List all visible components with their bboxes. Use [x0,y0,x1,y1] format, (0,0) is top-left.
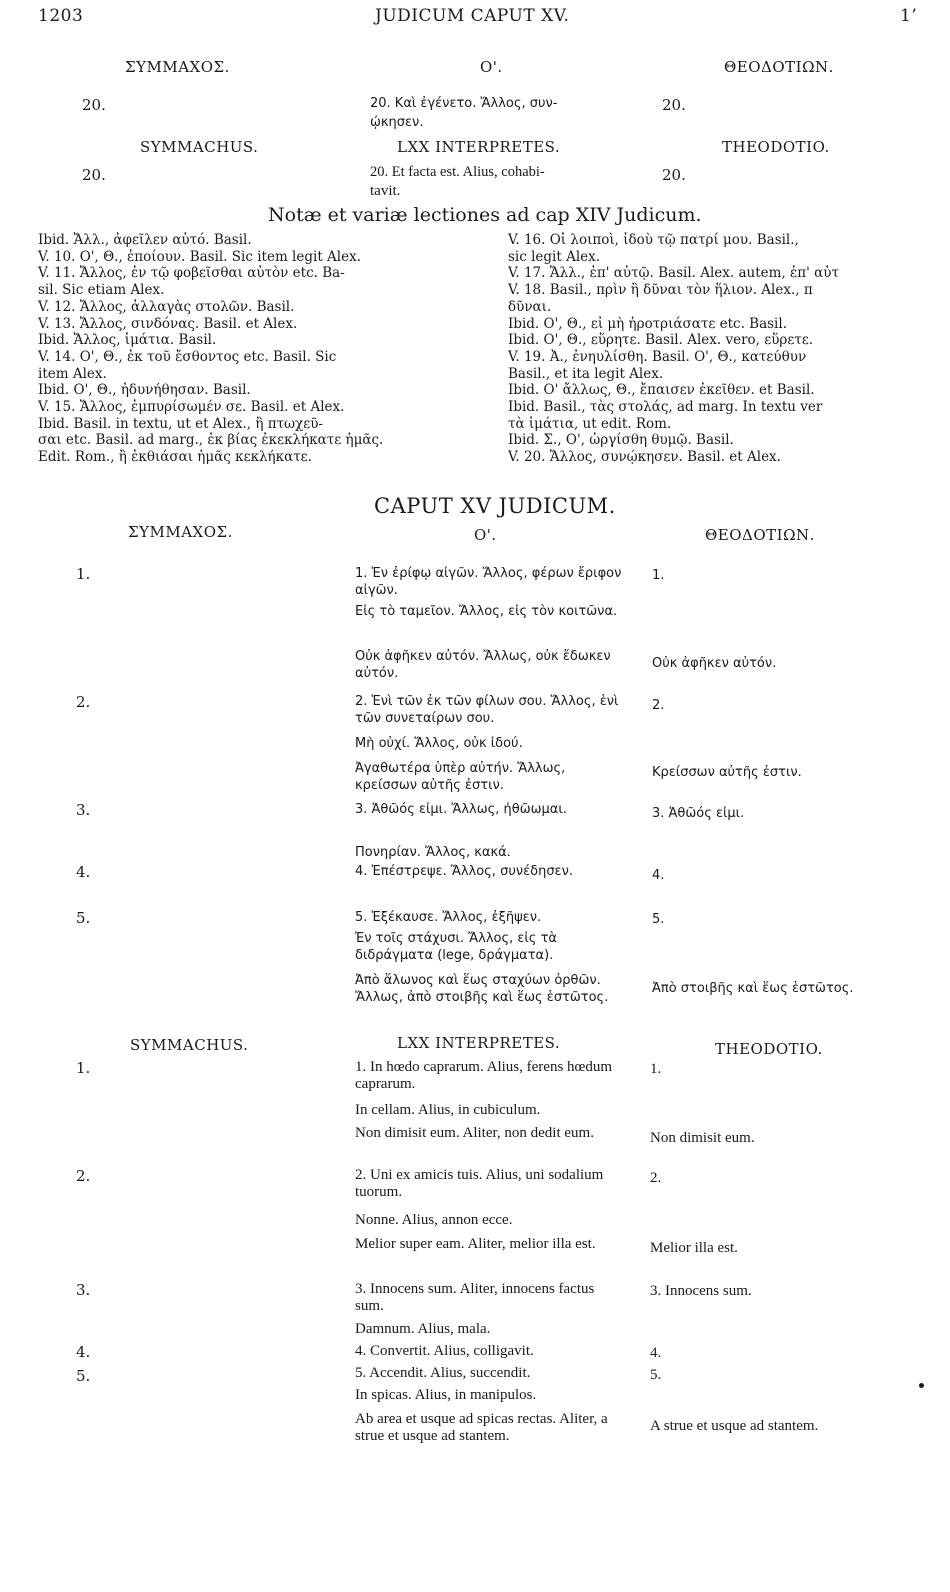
verse-number: 3. [76,1281,91,1299]
theodotio-latin-entry: 5. [650,1367,662,1383]
note-line: Ibid. Ἄλλ., ἀφεῖλεν αὐτό. Basil. [38,232,252,248]
lxx-greek-entry: Ἀπὸ ἅλωνος καὶ ἕως σταχύων ὀρθῶν. Ἄλλως, ἀπὸ στοιβῆς καὶ ἕως ἑστῶτος. [355,973,609,1005]
theodotion-greek-entry: 1. [652,568,665,583]
lxx-greek-line: 20. Καὶ ἐγένετο. Ἄλλος, συν- [370,96,558,111]
note-line: V. 15. Ἄλλος, ἐμπυρίσωμέν σε. Basil. et Alex. [38,399,345,416]
lxx-greek-entry: 5. Ἐξέκαυσε. Ἄλλος, ἐξῆψεν. [355,910,542,925]
verse-number: 2. [76,1167,91,1185]
note-line: V. 20. Ἄλλος, συνῴκησεν. Basil. et Alex. [508,449,781,466]
theodotio-latin-entry: Melior illa est. [650,1240,738,1256]
theodotio-latin-entry: 4. [650,1345,662,1361]
lxx-greek-entry: Οὐκ ἀφῆκεν αὐτόν. Ἄλλως, οὐκ ἔδωκεν αὐτόν. [355,649,611,681]
greek-header-symmachus: ΣΥΜΜΑΧΟΣ. [128,523,233,541]
verse-number: 20. [662,96,686,114]
theodotion-greek-entry: 2. [652,698,665,713]
lxx-latin-entry: 3. Innocens sum. Aliter, innocens factus sum. [355,1281,595,1314]
corner-mark: 1’ [900,6,918,26]
verse-number: 4. [76,1343,91,1361]
theodotion-greek-entry: 5. [652,912,665,927]
theodotion-greek-entry: 4. [652,868,665,883]
latin-header-theodotio: THEODOTIO. [722,138,830,156]
lxx-latin-entry: In spicas. Alius, in manipulos. [355,1387,537,1403]
latin-header-theodotio: THEODOTIO. [715,1040,823,1058]
lxx-greek-entry: Ἀγαθωτέρα ὑπὲρ αὐτήν. Ἄλλως, κρείσσων αὐτῆς ἐστιν. [355,761,566,793]
lxx-latin-entry: Nonne. Alius, annon ecce. [355,1212,513,1228]
notes-title: Notæ et variæ lectiones ad cap XIV Judicum. [268,204,702,226]
note-line: Ibid. Ο', Θ., εἰ μὴ ἠροτριάσατε etc. Basil. [508,315,787,332]
note-line: τὰ ἱμάτια, ut edit. Rom. [508,415,672,432]
theodotion-greek-entry: Οὐκ ἀφῆκεν αὐτόν. [652,656,777,671]
lxx-latin-entry: Ab area et usque ad spicas rectas. Aliter, a strue et usque ad stantem. [355,1411,608,1444]
lxx-latin-entry: 1. In hœdo caprarum. Alius, ferens hœdum caprarum. [355,1059,613,1092]
verse-number: 1. [76,565,91,583]
lxx-latin-line: tavit. [370,183,401,199]
lxx-latin-entry: Non dimisit eum. Aliter, non dedit eum. [355,1125,594,1141]
verse-number: 5. [76,1367,91,1385]
notes-left-column [38,232,488,466]
note-line: δῦναι. [508,298,552,315]
lxx-latin-entry: 4. Convertit. Alius, colligavit. [355,1343,534,1359]
page-number: 1203 [38,6,84,26]
verse-number: 5. [76,909,91,927]
lxx-latin-entry: 5. Accendit. Alius, succendit. [355,1365,531,1381]
latin-header-symmachus: SYMMACHUS. [140,138,259,156]
note-line: V. 14. Ο', Θ., ἐκ τοῦ ἔσθοντος etc. Basil. Sic [38,348,337,365]
notes-right-column [508,232,942,466]
latin-header-lxx: LXX INTERPRETES. [397,1034,561,1052]
margin-mark [919,1383,924,1388]
lxx-greek-entry: 2. Ἑνὶ τῶν ἐκ τῶν φίλων σου. Ἄλλος, ἑνὶ τῶν συνεταίρων σου. [355,694,619,726]
note-line: Ibid. Basil. in textu, ut et Alex., ἢ πτωχεῦ- [38,415,323,432]
lxx-latin-line: 20. Et facta est. Alius, cohabi- [370,164,545,180]
lxx-greek-entry: Πονηρίαν. Ἄλλος, κακά. [355,845,511,860]
greek-header-lxx: Ο'. [474,526,497,544]
note-line: V. 16. Οἱ λοιποὶ, ἰδοὺ τῷ πατρί μου. Basil., [508,232,799,248]
theodotio-latin-entry: 2. [650,1170,662,1186]
lxx-latin-entry: In cellam. Alius, in cubiculum. [355,1102,541,1118]
lxx-greek-entry: 1. Ἐν ἐρίφῳ αἰγῶν. Ἄλλος, φέρων ἔριφον αἰγῶν. [355,566,622,598]
note-line: sil. Sic etiam Alex. [38,282,165,299]
note-line: V. 12. Ἄλλος, ἀλλαγὰς στολῶν. Basil. [38,298,295,315]
theodotio-latin-entry: 3. Innocens sum. [650,1283,752,1299]
theodotio-latin-entry: A strue et usque ad stantem. [650,1418,819,1434]
note-line: item Alex. [38,365,107,382]
lxx-greek-entry: Εἰς τὸ ταμεῖον. Ἄλλος, εἰς τὸν κοιτῶνα. [355,604,618,619]
theodotion-greek-entry: Ἀπὸ στοιβῆς καὶ ἕως ἑστῶτος. [652,981,854,996]
theodotion-greek-entry: Κρείσσων αὐτῆς ἐστιν. [652,765,802,780]
note-line: Ibid. Σ., Ο', ὠργίσθη θυμῷ. Basil. [508,432,734,449]
verse-number: 20. [82,96,106,114]
note-line: Ibid. Basil., τὰς στολάς, ad marg. In textu ver [508,399,823,416]
theodotio-latin-entry: 1. [650,1061,662,1077]
note-line: Edit. Rom., ἢ ἐκθιάσαι ἡμᾶς κεκλήκατε. [38,449,312,466]
note-line: V. 18. Basil., πρὶν ἢ δῦναι τὸν ἥλιον. Alex., π [508,282,813,299]
note-line: Ibid. Ο', Θ., εὕρητε. Basil. Alex. vero, εὕρετε. [508,332,814,349]
note-line: V. 11. Ἄλλος, ἐν τῷ φοβεῖσθαι αὐτὸν etc. Ba- [38,265,345,282]
latin-header-lxx: LXX INTERPRETES. [397,138,561,156]
lxx-greek-line: ῴκησεν. [370,115,424,130]
note-line: Ibid. Ο', Θ., ἠδυνήθησαν. Basil. [38,382,251,399]
lxx-greek-entry: Ἐν τοῖς στάχυσι. Ἄλλος, εἰς τὰ διδράγματα (lege, δράγματα). [355,931,557,963]
verse-number: 20. [82,166,106,184]
theodotio-latin-entry: Non dimisit eum. [650,1130,755,1146]
greek-header-theodotion: ΘΕΟΔΟΤΙΩΝ. [724,58,834,76]
lxx-greek-entry: Μὴ οὐχί. Ἄλλος, οὐκ ἰδού. [355,736,523,751]
lxx-latin-entry: Damnum. Alius, mala. [355,1321,491,1337]
lxx-greek-entry: 4. Ἐπέστρεψε. Ἄλλος, συνέδησεν. [355,864,573,879]
greek-header-theodotion: ΘΕΟΔΟΤΙΩΝ. [705,526,815,544]
note-line: V. 13. Ἄλλος, σινδόνας. Basil. et Alex. [38,315,298,332]
note-line: V. 10. Ο', Θ., ἐποίουν. Basil. Sic item legit Alex. [38,248,361,265]
greek-header-lxx: Ο'. [480,58,503,76]
note-line: σαι etc. Basil. ad marg., ἐκ βίας ἐκεκλήκατε ἡμᾶς. [38,432,384,449]
verse-number: 3. [76,801,91,819]
note-line: Ibid. Ο' ἄλλως, Θ., ἔπαισεν ἐκεῖθεν. et Basil. [508,382,815,399]
lxx-latin-entry: 2. Uni ex amicis tuis. Alius, uni sodalium tuorum. [355,1167,604,1200]
note-line: Basil., et ita legit Alex. [508,365,664,382]
verse-number: 1. [76,1059,91,1077]
greek-header-symmachus: ΣΥΜΜΑΧΟΣ. [125,58,230,76]
verse-number: 20. [662,166,686,184]
note-line: Ibid. Ἄλλος, ἱμάτια. Basil. [38,332,217,349]
lxx-greek-entry: 3. Ἀθῶός εἰμι. Ἄλλως, ἠθῶωμαι. [355,802,567,817]
latin-header-symmachus: SYMMACHUS. [130,1036,249,1054]
lxx-latin-entry: Melior super eam. Aliter, melior illa est. [355,1236,596,1252]
note-line: V. 19. Ἀ., ἐνηυλίσθη. Basil. Ο', Θ., κατεύθυν [508,348,807,365]
chapter-title: CAPUT XV JUDICUM. [374,494,616,518]
note-line: sic legit Alex. [508,248,601,265]
running-head: JUDICUM CAPUT XV. [375,6,570,26]
theodotion-greek-entry: 3. Ἀθῶός εἰμι. [652,806,745,821]
verse-number: 4. [76,863,91,881]
note-line: V. 17. Ἄλλ., ἐπ' αὐτῷ. Basil. Alex. autem, ἐπ' αὐτ [508,265,839,282]
verse-number: 2. [76,693,91,711]
